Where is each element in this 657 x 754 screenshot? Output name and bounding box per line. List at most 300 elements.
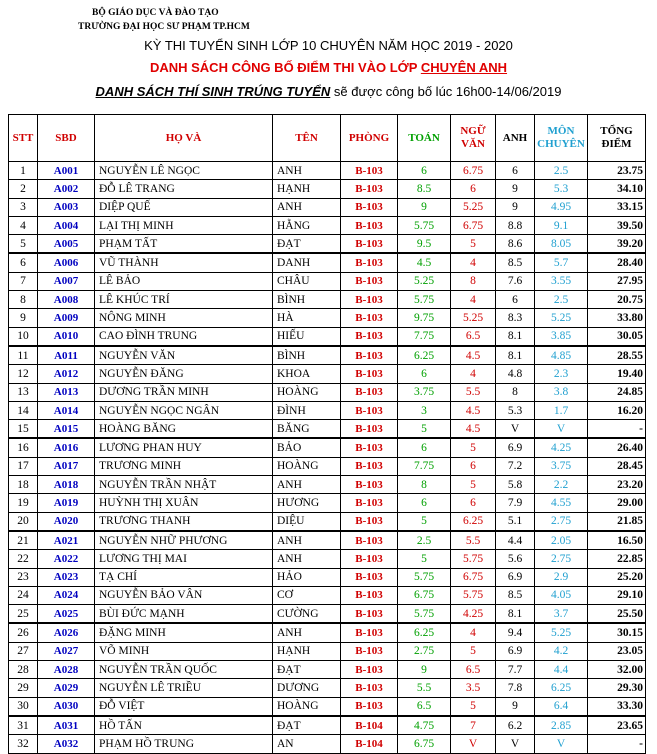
cell-toan: 2.5: [398, 531, 451, 550]
cell-sbd: A011: [38, 346, 95, 365]
cell-anh: 4.8: [496, 365, 535, 383]
cell-anh: 7.7: [496, 661, 535, 679]
cell-toan: 9: [398, 198, 451, 216]
cell-chuyen: 3.75: [535, 457, 588, 475]
cell-van: 5.75: [451, 586, 496, 604]
table-row: [9, 679, 646, 697]
col-van-line1: NGỮ: [460, 125, 486, 137]
cell-ten: BẢO: [273, 438, 341, 457]
cell-toan: 4.5: [398, 253, 451, 272]
table-row: [9, 476, 646, 494]
table-row: [9, 642, 646, 660]
cell-chuyen: 2.75: [535, 550, 588, 568]
cell-stt: 19: [9, 494, 38, 512]
cell-phong: B-103: [341, 586, 398, 604]
exam-title: KỲ THI TUYỂN SINH LỚP 10 CHUYÊN NĂM HỌC 2019 - 2020: [144, 38, 513, 53]
table-header-row: [9, 115, 646, 162]
table-row: [9, 272, 646, 290]
cell-ho: NÔNG MINH: [95, 309, 273, 327]
cell-anh: 6.9: [496, 438, 535, 457]
cell-stt: 2: [9, 180, 38, 198]
table-body: [9, 162, 646, 754]
cell-toan: 5.25: [398, 272, 451, 290]
cell-tong: -: [588, 420, 646, 439]
cell-tong: 28.55: [588, 346, 646, 365]
col-van-line2: VĂN: [461, 138, 485, 150]
cell-stt: 24: [9, 586, 38, 604]
cell-toan: 4.75: [398, 716, 451, 735]
cell-tong: 23.05: [588, 642, 646, 660]
cell-anh: 5.8: [496, 476, 535, 494]
col-ho: HỌ VÀ: [95, 115, 273, 162]
cell-tong: 33.80: [588, 309, 646, 327]
cell-ho: NGUYỄN ĐĂNG: [95, 365, 273, 383]
cell-van: 5: [451, 438, 496, 457]
cell-ten: HOÀNG: [273, 457, 341, 475]
cell-stt: 29: [9, 679, 38, 697]
cell-tong: 20.75: [588, 291, 646, 309]
col-chuyen-line1: MÔN: [547, 125, 575, 137]
cell-stt: 16: [9, 438, 38, 457]
cell-stt: 6: [9, 253, 38, 272]
cell-tong: 33.30: [588, 697, 646, 716]
cell-chuyen: 2.9: [535, 568, 588, 586]
cell-toan: 5.5: [398, 679, 451, 697]
cell-anh: 8.1: [496, 327, 535, 346]
cell-anh: 8: [496, 383, 535, 401]
cell-ten: ĐẠT: [273, 235, 341, 254]
cell-anh: 9.4: [496, 623, 535, 642]
cell-ho: TRƯƠNG THANH: [95, 512, 273, 531]
cell-stt: 14: [9, 401, 38, 419]
cell-stt: 8: [9, 291, 38, 309]
cell-stt: 10: [9, 327, 38, 346]
cell-ten: ANH: [273, 476, 341, 494]
cell-chuyen: 3.8: [535, 383, 588, 401]
cell-sbd: A032: [38, 735, 95, 753]
cell-van: 4: [451, 291, 496, 309]
cell-tong: 21.85: [588, 512, 646, 531]
cell-ten: HẠNH: [273, 642, 341, 660]
cell-toan: 3.75: [398, 383, 451, 401]
cell-ten: ANH: [273, 162, 341, 180]
cell-ho: NGUYỄN LÊ TRIỀU: [95, 679, 273, 697]
table-row: [9, 661, 646, 679]
cell-phong: B-103: [341, 235, 398, 254]
cell-ten: BÌNH: [273, 291, 341, 309]
col-ten: TÊN: [273, 115, 341, 162]
table-row: [9, 716, 646, 735]
cell-chuyen: 6.25: [535, 679, 588, 697]
cell-tong: 39.20: [588, 235, 646, 254]
cell-stt: 32: [9, 735, 38, 753]
table-row: [9, 512, 646, 531]
cell-toan: 7.75: [398, 457, 451, 475]
cell-van: 3.5: [451, 679, 496, 697]
cell-ho: HUỲNH THỊ XUÂN: [95, 494, 273, 512]
table-row: [9, 605, 646, 624]
cell-ten: ĐẠT: [273, 716, 341, 735]
cell-ten: KHOA: [273, 365, 341, 383]
cell-ten: AN: [273, 735, 341, 753]
cell-phong: B-103: [341, 661, 398, 679]
cell-chuyen: 5.25: [535, 309, 588, 327]
cell-chuyen: 2.5: [535, 291, 588, 309]
cell-van: 5: [451, 642, 496, 660]
cell-sbd: A025: [38, 605, 95, 624]
cell-toan: 2.75: [398, 642, 451, 660]
cell-stt: 3: [9, 198, 38, 216]
cell-phong: B-104: [341, 735, 398, 753]
cell-phong: B-103: [341, 180, 398, 198]
cell-tong: 28.45: [588, 457, 646, 475]
cell-phong: B-103: [341, 383, 398, 401]
cell-phong: B-103: [341, 697, 398, 716]
table-row: [9, 494, 646, 512]
cell-toan: 6.75: [398, 735, 451, 753]
cell-ho: LƯƠNG THỊ MAI: [95, 550, 273, 568]
cell-chuyen: 2.85: [535, 716, 588, 735]
cell-ho: LƯƠNG PHAN HUY: [95, 438, 273, 457]
cell-sbd: A023: [38, 568, 95, 586]
cell-sbd: A022: [38, 550, 95, 568]
org-university: TRƯỜNG ĐẠI HỌC SƯ PHẠM TP.HCM: [78, 22, 250, 32]
cell-sbd: A027: [38, 642, 95, 660]
cell-van: 7: [451, 716, 496, 735]
cell-ho: NGUYỄN TRẦN NHẬT: [95, 476, 273, 494]
col-anh: ANH: [496, 115, 535, 162]
cell-tong: 25.50: [588, 605, 646, 624]
cell-sbd: A024: [38, 586, 95, 604]
cell-chuyen: 5.3: [535, 180, 588, 198]
cell-van: 4.5: [451, 346, 496, 365]
cell-sbd: A030: [38, 697, 95, 716]
cell-stt: 13: [9, 383, 38, 401]
cell-anh: 8.1: [496, 346, 535, 365]
cell-chuyen: 3.7: [535, 605, 588, 624]
cell-phong: B-103: [341, 401, 398, 419]
cell-phong: B-103: [341, 216, 398, 234]
cell-ten: HẰNG: [273, 216, 341, 234]
cell-tong: 28.40: [588, 253, 646, 272]
cell-anh: 6.2: [496, 716, 535, 735]
cell-anh: 8.1: [496, 605, 535, 624]
cell-chuyen: 3.55: [535, 272, 588, 290]
cell-toan: 6: [398, 162, 451, 180]
cell-ten: HIẾU: [273, 327, 341, 346]
cell-tong: 34.10: [588, 180, 646, 198]
org-ministry: BỘ GIÁO DỤC VÀ ĐÀO TẠO: [92, 8, 219, 18]
cell-phong: B-103: [341, 623, 398, 642]
cell-chuyen: 3.85: [535, 327, 588, 346]
cell-toan: 6: [398, 438, 451, 457]
cell-phong: B-103: [341, 365, 398, 383]
cell-sbd: A031: [38, 716, 95, 735]
list-title-main: DANH SÁCH CÔNG BỐ ĐIỂM THI VÀO LỚP: [149, 60, 421, 75]
cell-chuyen: 5.7: [535, 253, 588, 272]
cell-ten: ANH: [273, 623, 341, 642]
col-phong: PHÒNG: [341, 115, 398, 162]
cell-ho: ĐỖ VIỆT: [95, 697, 273, 716]
cell-van: 6.25: [451, 512, 496, 531]
cell-stt: 31: [9, 716, 38, 735]
cell-ho: VŨ THÀNH: [95, 253, 273, 272]
cell-stt: 30: [9, 697, 38, 716]
cell-ho: ĐỖ LÊ TRANG: [95, 180, 273, 198]
table-row: [9, 180, 646, 198]
cell-ten: ANH: [273, 550, 341, 568]
cell-tong: 33.15: [588, 198, 646, 216]
cell-phong: B-103: [341, 476, 398, 494]
cell-van: 4: [451, 253, 496, 272]
cell-ten: DIỆU: [273, 512, 341, 531]
cell-sbd: A012: [38, 365, 95, 383]
cell-anh: 8.6: [496, 235, 535, 254]
cell-chuyen: 2.3: [535, 365, 588, 383]
cell-van: 4: [451, 623, 496, 642]
cell-phong: B-103: [341, 309, 398, 327]
cell-ten: ANH: [273, 198, 341, 216]
cell-toan: 9.5: [398, 235, 451, 254]
cell-stt: 25: [9, 605, 38, 624]
col-tong-line2: ĐIỂM: [601, 138, 632, 150]
cell-phong: B-103: [341, 512, 398, 531]
cell-stt: 9: [9, 309, 38, 327]
cell-ho: CAO ĐÌNH TRUNG: [95, 327, 273, 346]
cell-ho: ĐẶNG MINH: [95, 623, 273, 642]
cell-stt: 21: [9, 531, 38, 550]
cell-sbd: A003: [38, 198, 95, 216]
cell-van: 5.5: [451, 531, 496, 550]
cell-tong: 16.20: [588, 401, 646, 419]
cell-tong: 23.65: [588, 716, 646, 735]
cell-chuyen: 1.7: [535, 401, 588, 419]
cell-sbd: A010: [38, 327, 95, 346]
cell-toan: 9.75: [398, 309, 451, 327]
cell-sbd: A008: [38, 291, 95, 309]
cell-anh: 6.9: [496, 568, 535, 586]
cell-ten: HOÀNG: [273, 383, 341, 401]
table-row: [9, 235, 646, 254]
cell-anh: 7.9: [496, 494, 535, 512]
cell-van: 6.5: [451, 661, 496, 679]
cell-ten: BĂNG: [273, 420, 341, 439]
cell-van: 5.75: [451, 550, 496, 568]
cell-stt: 12: [9, 365, 38, 383]
cell-toan: 8: [398, 476, 451, 494]
cell-chuyen: 6.4: [535, 697, 588, 716]
col-chuyen-line2: CHUYÊN: [537, 138, 585, 150]
cell-chuyen: V: [535, 420, 588, 439]
cell-ho: PHẠM TẤT: [95, 235, 273, 254]
list-title-subject: CHUYÊN ANH: [420, 60, 508, 75]
cell-ten: DANH: [273, 253, 341, 272]
col-stt: STT: [9, 115, 38, 162]
cell-van: 4.5: [451, 401, 496, 419]
cell-chuyen: 4.2: [535, 642, 588, 660]
cell-van: 5.25: [451, 309, 496, 327]
cell-tong: 24.85: [588, 383, 646, 401]
cell-toan: 5: [398, 420, 451, 439]
cell-anh: 7.6: [496, 272, 535, 290]
cell-ho: NGUYỄN TRẦN QUỐC: [95, 661, 273, 679]
cell-sbd: A005: [38, 235, 95, 254]
cell-ten: HẢO: [273, 568, 341, 586]
cell-stt: 7: [9, 272, 38, 290]
cell-ten: BÌNH: [273, 346, 341, 365]
cell-phong: B-103: [341, 605, 398, 624]
cell-phong: B-103: [341, 327, 398, 346]
cell-tong: 19.40: [588, 365, 646, 383]
table-row: [9, 438, 646, 457]
cell-chuyen: 4.85: [535, 346, 588, 365]
cell-anh: 5.6: [496, 550, 535, 568]
cell-ten: CHÂU: [273, 272, 341, 290]
cell-ho: LẠI THỊ MINH: [95, 216, 273, 234]
cell-phong: B-103: [341, 198, 398, 216]
cell-toan: 6.25: [398, 623, 451, 642]
cell-van: 5: [451, 697, 496, 716]
announcement-emphasis: DANH SÁCH THÍ SINH TRÚNG TUYỂN: [95, 84, 331, 99]
cell-van: 6: [451, 494, 496, 512]
cell-sbd: A028: [38, 661, 95, 679]
cell-stt: 4: [9, 216, 38, 234]
cell-van: 6: [451, 180, 496, 198]
cell-van: 6.75: [451, 216, 496, 234]
cell-anh: 9: [496, 697, 535, 716]
cell-ten: CƠ: [273, 586, 341, 604]
col-van: [451, 115, 496, 162]
cell-chuyen: 2.5: [535, 162, 588, 180]
cell-anh: 8.3: [496, 309, 535, 327]
cell-ho: TẠ CHÍ: [95, 568, 273, 586]
cell-chuyen: 4.05: [535, 586, 588, 604]
cell-stt: 18: [9, 476, 38, 494]
cell-ten: HƯƠNG: [273, 494, 341, 512]
cell-stt: 28: [9, 661, 38, 679]
cell-chuyen: 4.55: [535, 494, 588, 512]
cell-sbd: A001: [38, 162, 95, 180]
cell-van: 4.5: [451, 420, 496, 439]
cell-ten: ANH: [273, 531, 341, 550]
scores-table: [8, 114, 646, 754]
cell-sbd: A015: [38, 420, 95, 439]
table-row: [9, 420, 646, 439]
cell-phong: B-103: [341, 420, 398, 439]
cell-sbd: A004: [38, 216, 95, 234]
cell-anh: V: [496, 735, 535, 753]
table-row: [9, 291, 646, 309]
cell-tong: 23.75: [588, 162, 646, 180]
cell-ho: NGUYỄN BẢO VÂN: [95, 586, 273, 604]
cell-phong: B-103: [341, 679, 398, 697]
table-row: [9, 401, 646, 419]
cell-tong: 30.15: [588, 623, 646, 642]
cell-toan: 5.75: [398, 605, 451, 624]
cell-chuyen: 8.05: [535, 235, 588, 254]
list-title: [0, 60, 657, 75]
cell-ho: DƯƠNG TRẦN MINH: [95, 383, 273, 401]
cell-van: V: [451, 735, 496, 753]
cell-ten: HOÀNG: [273, 697, 341, 716]
cell-chuyen: 4.4: [535, 661, 588, 679]
cell-van: 6.5: [451, 327, 496, 346]
cell-ho: NGUYỄN VĂN: [95, 346, 273, 365]
cell-toan: 7.75: [398, 327, 451, 346]
cell-phong: B-103: [341, 162, 398, 180]
cell-sbd: A013: [38, 383, 95, 401]
cell-ho: HỒ TẤN: [95, 716, 273, 735]
table-row: [9, 327, 646, 346]
cell-chuyen: 2.05: [535, 531, 588, 550]
cell-sbd: A026: [38, 623, 95, 642]
cell-phong: B-103: [341, 494, 398, 512]
cell-anh: 8.5: [496, 253, 535, 272]
cell-anh: 7.8: [496, 679, 535, 697]
cell-ten: DƯƠNG: [273, 679, 341, 697]
cell-sbd: A002: [38, 180, 95, 198]
table-row: [9, 697, 646, 716]
cell-ho: LÊ KHÚC TRÍ: [95, 291, 273, 309]
cell-tong: 22.85: [588, 550, 646, 568]
cell-toan: 5: [398, 512, 451, 531]
cell-van: 5: [451, 235, 496, 254]
cell-chuyen: 2.2: [535, 476, 588, 494]
announcement: [0, 84, 657, 99]
cell-tong: -: [588, 735, 646, 753]
table-row: [9, 568, 646, 586]
cell-sbd: A009: [38, 309, 95, 327]
cell-ten: HẠNH: [273, 180, 341, 198]
cell-van: 6.75: [451, 568, 496, 586]
cell-ho: NGUYỄN NGỌC NGÂN: [95, 401, 273, 419]
cell-anh: 9: [496, 198, 535, 216]
col-tong-line1: TỔNG: [600, 125, 633, 137]
cell-tong: 27.95: [588, 272, 646, 290]
cell-stt: 1: [9, 162, 38, 180]
cell-van: 6: [451, 457, 496, 475]
cell-van: 8: [451, 272, 496, 290]
cell-toan: 5.75: [398, 216, 451, 234]
cell-van: 4: [451, 365, 496, 383]
cell-sbd: A020: [38, 512, 95, 531]
cell-tong: 30.05: [588, 327, 646, 346]
cell-toan: 9: [398, 661, 451, 679]
cell-stt: 23: [9, 568, 38, 586]
cell-anh: 8.8: [496, 216, 535, 234]
announcement-rest: sẽ được công bố lúc 16h00-14/06/2019: [330, 84, 562, 99]
cell-phong: B-103: [341, 568, 398, 586]
cell-toan: 6.75: [398, 586, 451, 604]
cell-tong: 16.50: [588, 531, 646, 550]
cell-chuyen: 9.1: [535, 216, 588, 234]
cell-stt: 5: [9, 235, 38, 254]
cell-tong: 25.20: [588, 568, 646, 586]
cell-van: 5: [451, 476, 496, 494]
cell-ho: BÙI ĐỨC MẠNH: [95, 605, 273, 624]
cell-anh: 6: [496, 291, 535, 309]
cell-tong: 23.20: [588, 476, 646, 494]
cell-ho: TRƯƠNG MINH: [95, 457, 273, 475]
cell-ho: VÕ MINH: [95, 642, 273, 660]
col-chuyen: [535, 115, 588, 162]
cell-anh: 4.4: [496, 531, 535, 550]
table-row: [9, 162, 646, 180]
table-row: [9, 198, 646, 216]
cell-phong: B-104: [341, 716, 398, 735]
cell-van: 5.5: [451, 383, 496, 401]
table-row: [9, 253, 646, 272]
